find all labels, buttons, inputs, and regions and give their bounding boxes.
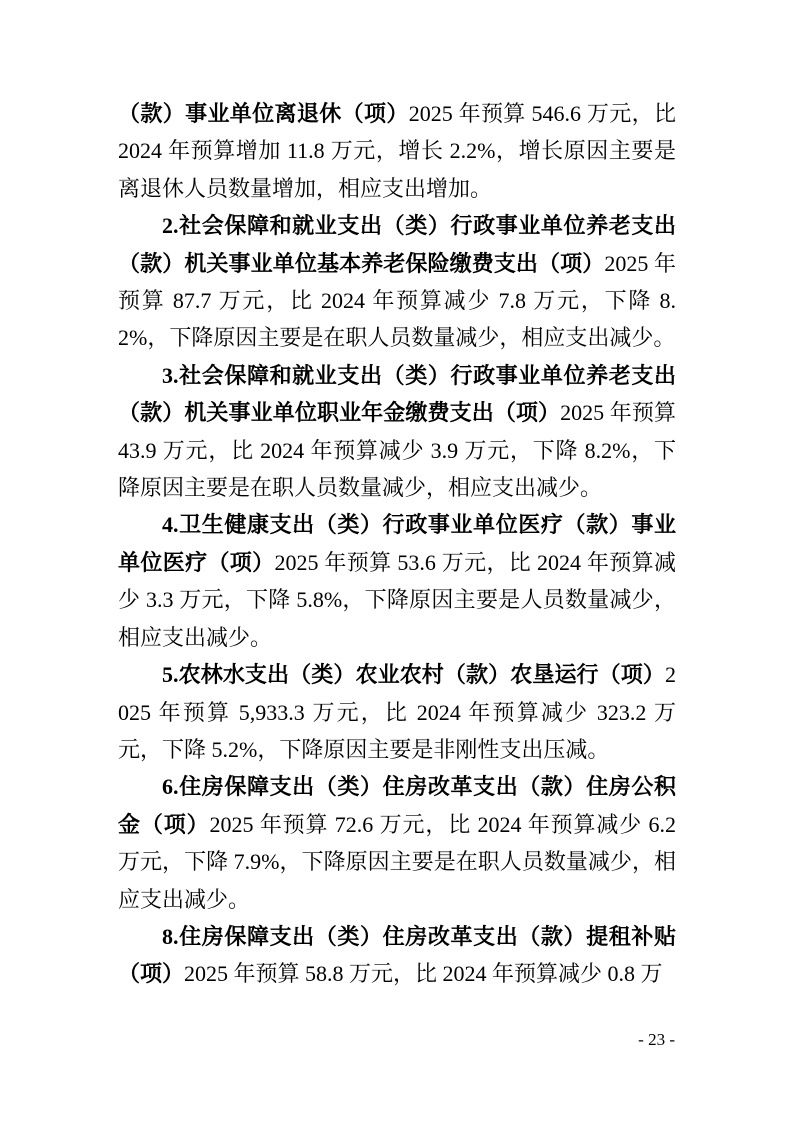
budget-item-lead: 3.社会保障和就业支出（类）行政事业单位养老支出（款）机关事业单位职业年金缴费支出（项） [118, 362, 676, 426]
document-body [118, 95, 676, 993]
budget-item-text: 2025 年预算 546.6 万元，比 2024 年预算增加 11.8 万元，增长 2.2%，增长原因主要是离退休人员数量增加，相应支出增加。 [118, 101, 676, 201]
budget-item-text: 2025 年预算 72.6 万元，比 2024 年预算减少 6.2 万元，下降 7.9%，下降原因主要是在职人员数量减少，相应支出减少。 [118, 811, 676, 912]
budget-item-lead: （款）事业单位离退休（项） [118, 101, 409, 126]
budget-item-lead: 8.住房保障支出（类）住房改革支出（款）提租补贴（项） [118, 923, 676, 987]
budget-item-paragraph [118, 95, 676, 207]
budget-item-paragraph [118, 506, 676, 656]
budget-item-text: 2025 年预算 5,933.3 万元，比 2024 年预算减少 323.2 万元，下降 5.2%，下降原因主要是非刚性支出压减。 [118, 662, 676, 762]
budget-item-paragraph [118, 357, 676, 507]
budget-item-lead: 6.住房保障支出（类）住房改革支出（款）住房公积金（项） [118, 774, 676, 837]
budget-item-text: 2025 年预算 43.9 万元，比 2024 年预算减少 3.9 万元，下降 8.2%，下降原因主要是在职人员数量减少，相应支出减少。 [118, 400, 676, 501]
page-number: - 23 - [638, 1030, 675, 1049]
budget-item-paragraph [118, 207, 676, 357]
budget-item-lead: 5.农林水支出（类）农业农村（款）农垦运行（项） [162, 662, 665, 688]
budget-item-lead: 4.卫生健康支出（类）行政事业单位医疗（款）事业单位医疗（项） [118, 512, 676, 575]
budget-item-paragraph [118, 768, 676, 918]
budget-item-paragraph [118, 656, 676, 768]
budget-item-text: 2025 年预算 87.7 万元，比 2024 年预算减少 7.8 万元，下降 8.2%，下降原因主要是在职人员数量减少，相应支出减少。 [118, 250, 676, 351]
budget-item-lead: 2.社会保障和就业支出（类）行政事业单位养老支出（款）机关事业单位基本养老保险缴费支出（项） [118, 213, 676, 276]
budget-item-paragraph [118, 918, 676, 993]
budget-item-text: 2025 年预算 58.8 万元，比 2024 年预算减少 0.8 万 [184, 961, 663, 987]
budget-item-text: 2025 年预算 53.6 万元，比 2024 年预算减少 3.3 万元，下降 5.8%，下降原因主要是人员数量减少，相应支出减少。 [118, 549, 676, 650]
